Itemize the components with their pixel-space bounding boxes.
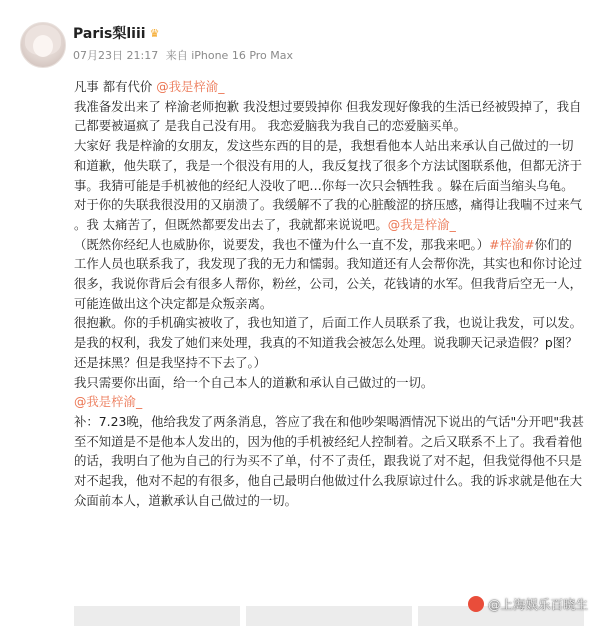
post-paragraph-5: 我只需要你出面，给一个自己本人的道歉和承认自己做过的一切。 [74,374,434,390]
username-link[interactable]: Paris梨liii [73,26,146,42]
mention-link[interactable]: @我是梓渝_ [74,394,143,410]
post-source: 来自 iPhone 16 Pro Max [165,49,294,62]
post-date[interactable]: 07月23日 21:17 [73,49,159,62]
post-paragraph-3-rest: 你们的工作人员也联系我了，我发现了我的无力和懦弱。我知道还有人会帮你洗，其实也和你讨论过很多，我说你背后会有很多人帮你，粉丝，公司，公关，花钱请的水军。但我背后空无一人，可能连做出这个决定都是众叛亲离。 [74,236,583,311]
username-row [73,23,159,43]
post-body [74,77,584,510]
post-paragraph-2 [74,136,584,235]
watermark [468,595,588,613]
avatar[interactable] [20,22,66,68]
post-line-1-text: 凡事 都有代价 [74,79,153,94]
post-image[interactable] [246,606,412,626]
avatar-face [33,35,53,57]
hashtag-link[interactable]: #梓渝# [489,236,535,252]
post-paragraph-7: 补：7.23晚，他给我发了两条消息，答应了我在和他吵架喝酒情况下说出的气话"分开吧"我甚至不知道是不是他本人发出的，因为他的手机被经纪人控制着。之后又联系不上了。我看着他的话，我明白了他为自己的行为买不了单，付不了责任，跟我说了对不起，但我觉得他不只是对不起我，他对不起的有很多，他自己最明白他做过什么我原谅过什么。我的诉求就是他在大众面前本人，道歉承认自己做过的一切。 [74,413,584,508]
crown-icon: ♛ [149,27,160,40]
mention-link[interactable]: @我是梓渝_ [387,216,456,232]
weibo-logo-icon [468,596,484,612]
post-paragraph-3-text: （既然你经纪人也威胁你，说要发，我也不懂为什么一直不发，那我来吧。） [74,236,490,252]
mention-link[interactable]: @我是梓渝_ [156,79,225,94]
post-paragraph-1: 我准备发出来了 梓渝老师抱歉 我没想过要毁掉你 但我发现好像我的生活已经被毁掉了，我自己都要被逼疯了 是我自己没有用。 我恋爱脑我为我自己的恋爱脑买单。 [74,98,582,134]
watermark-text: @上海娱乐百晓生 [487,597,588,612]
post-paragraph-2-text: 大家好 我是梓渝的女朋友，发这些东西的目的是，我想看他本人站出来承认自己做过的一切和道歉，他失联了，我是一个很没有用的人，我反复找了很多个方法试图联系他，但都无济于事。我猜可能是手机被他的经纪人没收了吧…你每一次只会牺牲我 。躲在后面当缩头乌龟。对于你的失联我很没用的又崩溃了。我缓解不了我的心脏酸涩的挤压感，痛得让我喘不过来气 。我 太痛苦了，但既然都要发出去了，我就都来说说吧。 [74,138,583,232]
post-image[interactable] [74,606,240,626]
post-line-1 [74,77,584,97]
post-paragraph-3 [74,235,584,314]
post-paragraph-4: 很抱歉。你的手机确实被收了，我也知道了，后面工作人员联系了我，也说让我发，可以发。是我的权利，我发了她们来处理，我真的不知道我会被怎么处理。说我聊天记录造假？p图？还是抹黑？但是我坚持不下去了。） [74,315,583,370]
post-header [20,22,580,72]
post-paragraph-6 [74,392,584,412]
post-meta [73,47,297,63]
